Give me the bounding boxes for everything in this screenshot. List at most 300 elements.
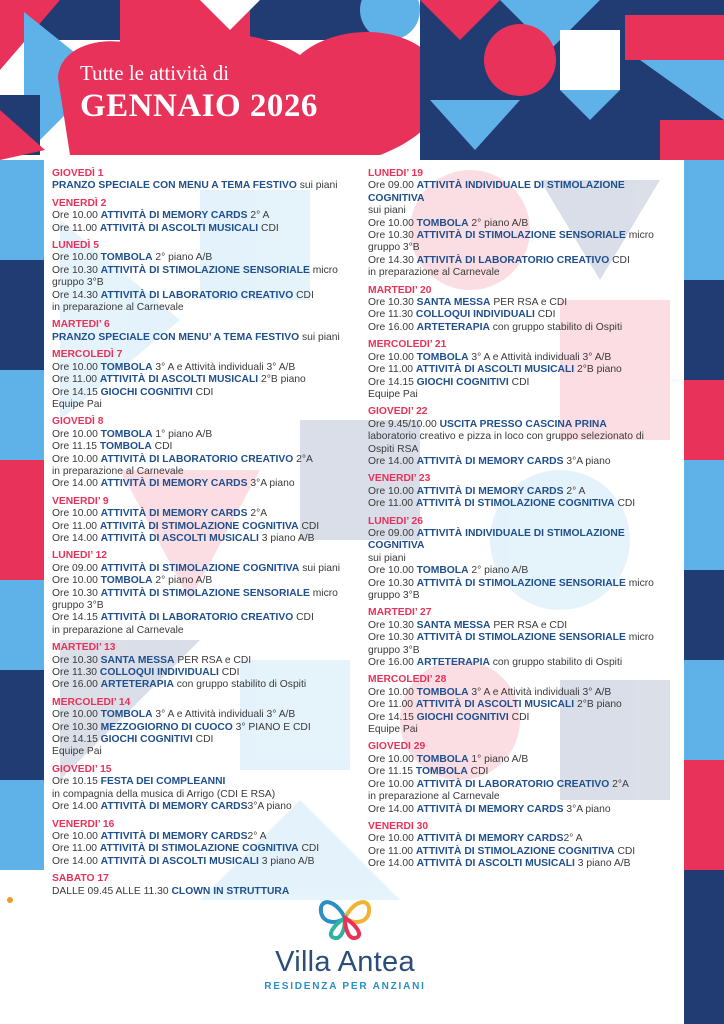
activity-name: ATTIVITÀ DI STIMOLAZIONE COGNITIVA	[99, 843, 299, 855]
activity-line	[368, 322, 658, 334]
activity-line	[52, 265, 364, 290]
activity-detail: micro gruppo 3°B	[368, 577, 654, 601]
activity-name: ATTIVITÀ DI ASCOLTI MUSICALI	[100, 855, 259, 867]
activity-detail: Ore 14.00	[52, 532, 101, 544]
activity-detail: 2° A	[247, 210, 270, 222]
activity-detail: 2° A	[563, 485, 586, 497]
day-block	[52, 168, 364, 193]
activity-line	[368, 565, 658, 577]
activity-name: TOMBOLA	[416, 753, 469, 765]
activity-line	[368, 297, 658, 309]
activity-line	[368, 419, 658, 431]
activity-detail: con gruppo stabilito di Ospiti	[173, 679, 307, 691]
day-block	[368, 285, 658, 335]
activity-detail: Ore 10.30	[52, 264, 101, 276]
activity-line	[368, 389, 658, 401]
activity-name: ATTIVITÀ DI STIMOLAZIONE SENSORIALE	[416, 632, 626, 644]
activity-detail: CDI	[609, 254, 630, 266]
activity-detail: 3°A piano	[563, 455, 611, 467]
activity-detail: Ore 10.00	[368, 351, 417, 363]
activity-line	[368, 804, 658, 816]
activity-line	[52, 508, 364, 520]
activity-name: TOMBOLA	[100, 428, 153, 440]
day-block	[52, 642, 364, 692]
activity-detail: Ore 10.00	[368, 833, 417, 845]
activity-name: TOMBOLA	[416, 217, 469, 229]
activity-detail: Equipe Pai	[52, 398, 102, 410]
day-block	[368, 821, 658, 871]
activity-name: ATTIVITÀ DI ASCOLTI MUSICALI	[415, 699, 575, 711]
activity-detail: 1° piano A/B	[468, 753, 529, 765]
activity-name: USCITA PRESSO CASCINA PRINA	[439, 418, 607, 430]
activity-detail: con gruppo stabilito di Ospiti	[489, 657, 623, 669]
activity-line	[368, 620, 658, 632]
activity-detail: CDI	[192, 734, 214, 746]
day-block	[368, 516, 658, 603]
activity-name: TOMBOLA	[99, 441, 152, 453]
day-title: LUNEDI’ 26	[368, 515, 423, 527]
activity-detail: Ore 14.15	[52, 612, 101, 624]
activity-line	[368, 833, 658, 845]
activity-name: ATTIVITÀ DI STIMOLAZIONE COGNITIVA	[415, 845, 615, 857]
day-block	[52, 764, 364, 814]
day-title: LUNEDI’ 19	[368, 168, 423, 179]
activity-line	[368, 364, 658, 376]
day-title: GIOVEDÌ 1	[52, 168, 104, 179]
day-block	[52, 873, 364, 898]
activity-name: ATTIVITÀ DI STIMOLAZIONE COGNITIVA	[100, 562, 300, 574]
activity-detail: Ore 11.30	[52, 667, 100, 679]
activity-name: SANTA MESSA	[100, 654, 175, 666]
activity-detail: sui piani	[299, 562, 340, 574]
activity-detail: Ore 09.00	[368, 527, 417, 539]
activity-detail: 2°B piano	[258, 374, 306, 386]
activity-detail: 3° A e Attività individuali 3° A/B	[468, 686, 612, 698]
activity-name: TOMBOLA	[100, 709, 153, 721]
activity-name: ATTIVITÀ DI STIMOLAZIONE SENSORIALE	[100, 587, 310, 599]
activity-line	[52, 575, 364, 587]
activity-detail: Ore 10.00	[52, 508, 101, 520]
activity-name: ATTIVITÀ DI MEMORY CARDS	[100, 801, 248, 813]
activity-line	[52, 789, 364, 801]
day-title: MARTEDI’ 6	[52, 319, 110, 331]
activity-detail: Ore 11.00	[368, 364, 416, 376]
activity-name: ATTIVITÀ INDIVIDUALE DI STIMOLAZIONE COGNITIVA	[368, 527, 625, 552]
activity-detail: Ore 10.00	[52, 453, 101, 465]
activity-name: ARTETERAPIA	[416, 657, 490, 669]
activity-name: MEZZOGIORNO DI CUOCO	[100, 721, 233, 733]
activity-detail: Ore 9.45/10.00	[368, 418, 440, 430]
activity-detail: Ore 09.00	[368, 180, 417, 192]
activity-name: SANTA MESSA	[416, 297, 491, 309]
activity-detail: Ore 10.00	[368, 686, 417, 698]
day-block	[52, 550, 364, 637]
day-block	[52, 198, 364, 235]
activity-detail: Ore 11.00	[52, 843, 100, 855]
activity-detail: Ore 14.00	[52, 478, 101, 490]
activity-name: ATTIVITÀ DI MEMORY CARDS	[100, 508, 248, 520]
logo-name: Villa Antea	[275, 946, 415, 978]
activity-detail: 3 piano A/B	[258, 532, 315, 544]
activity-name: GIOCHI COGNITIVI	[416, 711, 509, 723]
activity-name: ATTIVITÀ DI MEMORY CARDS	[416, 485, 564, 497]
logo-tagline: RESIDENZA PER ANZIANI	[264, 981, 426, 992]
activity-line	[52, 722, 364, 734]
activity-detail: PER RSA e CDI	[490, 619, 568, 631]
activity-name: TOMBOLA	[415, 766, 468, 778]
activity-line	[368, 431, 658, 456]
activity-name: COLLOQUI INDIVIDUALI	[415, 309, 535, 321]
activity-line	[52, 709, 364, 721]
activity-detail: Ore 10.00	[52, 830, 101, 842]
activity-detail: PER RSA e CDI	[490, 297, 568, 309]
activity-name: COLLOQUI INDIVIDUALI	[99, 667, 219, 679]
activity-line	[52, 387, 364, 399]
activity-line	[368, 267, 658, 279]
activity-detail: Ore 11.00	[368, 699, 416, 711]
activity-detail: CDI	[534, 309, 556, 321]
activity-detail: Ore 10.00	[368, 778, 417, 790]
day-title: GIOVEDI’ 22	[368, 406, 428, 418]
activity-detail: Ore 10.00	[368, 753, 417, 765]
activity-name: TOMBOLA	[416, 351, 469, 363]
activity-detail: micro gruppo 3°B	[368, 632, 654, 656]
activity-detail: CDI	[192, 386, 214, 398]
activity-detail: Ore 10.30	[368, 230, 417, 242]
activity-detail: CDI	[293, 289, 314, 301]
activity-detail: Equipe Pai	[368, 724, 418, 736]
activity-line	[52, 362, 364, 374]
activity-line	[368, 218, 658, 230]
activity-detail: sui piani	[368, 205, 406, 217]
activity-detail: CDI	[508, 711, 530, 723]
day-block	[52, 349, 364, 411]
activity-name: ATTIVITÀ DI ASCOLTI MUSICALI	[99, 222, 259, 234]
day-title: VENERDI’ 16	[52, 818, 115, 830]
activity-detail: Ore 10.30	[52, 654, 101, 666]
activity-name: GIOCHI COGNITIVI	[416, 376, 509, 388]
day-title: LUNEDÌ 5	[52, 240, 99, 252]
activity-detail: Ore 10.30	[368, 632, 417, 644]
activity-line	[52, 667, 364, 679]
activity-name: ATTIVITÀ DI ASCOLTI MUSICALI	[100, 532, 259, 544]
activity-name: ATTIVITÀ DI LABORATORIO CREATIVO	[100, 289, 294, 301]
activity-detail: CDI	[151, 441, 173, 453]
activity-detail: in compagnia della musica di Arrigo (CDI E RSA)	[52, 788, 276, 800]
activity-line	[52, 290, 364, 302]
activity-line	[52, 441, 364, 453]
activity-detail: micro gruppo 3°B	[52, 264, 338, 289]
activity-line	[368, 377, 658, 389]
day-block	[52, 697, 364, 759]
activity-line	[52, 302, 364, 314]
activity-line	[368, 352, 658, 364]
day-title: VENERDI’ 9	[52, 495, 109, 507]
activity-detail: 3 piano A/B	[258, 855, 315, 867]
activity-name: GIOCHI COGNITIVI	[100, 386, 193, 398]
activity-detail: Ore 10.00	[368, 565, 417, 577]
activity-detail: in preparazione al Carnevale	[52, 624, 184, 636]
day-title: MERCOLEDI’ 28	[368, 674, 447, 686]
activity-detail: sui piani	[296, 180, 338, 192]
activity-detail: CDI	[614, 845, 636, 857]
activity-line	[368, 846, 658, 858]
activity-detail: Ore 10.00	[52, 575, 101, 587]
activity-detail: CDI	[298, 843, 320, 855]
activity-line	[368, 528, 658, 553]
activity-detail: Ore 14.15	[368, 376, 417, 388]
day-title: VENERDÌ 2	[52, 197, 107, 209]
activity-detail: micro gruppo 3°B	[368, 230, 654, 254]
activity-line	[368, 578, 658, 603]
activity-detail: 3° A e Attività individuali 3° A/B	[468, 351, 612, 363]
activity-detail: 3°A piano	[563, 803, 611, 815]
activity-line	[52, 223, 364, 235]
day-block	[52, 416, 364, 490]
activity-line	[368, 230, 658, 255]
activity-detail: CDI	[258, 222, 279, 234]
activity-line	[368, 712, 658, 724]
activity-line	[368, 486, 658, 498]
activity-detail: Ore 11.00	[52, 222, 100, 234]
activity-detail: in preparazione al Carnevale	[368, 267, 500, 279]
activity-detail: 2°A	[247, 508, 268, 520]
activity-detail: in preparazione al Carnevale	[52, 465, 184, 477]
activity-detail: Ore 10.30	[52, 721, 101, 733]
activity-detail: 3 piano A/B	[574, 858, 631, 870]
day-title: VENERDI 30	[368, 820, 429, 832]
activity-line	[52, 180, 364, 192]
activity-detail: 1° piano A/B	[152, 428, 213, 440]
villa-antea-logo	[250, 896, 440, 1006]
activity-name: TOMBOLA	[416, 565, 469, 577]
day-block	[52, 496, 364, 546]
activity-line	[368, 779, 658, 791]
day-block	[368, 406, 658, 468]
activity-name: TOMBOLA	[100, 252, 153, 264]
activity-line	[52, 252, 364, 264]
activity-detail: Ore 14.00	[368, 803, 417, 815]
header-subtitle: Tutte le attività di	[80, 61, 230, 85]
activity-detail: sui piani	[368, 552, 406, 564]
activity-name: ATTIVITÀ DI STIMOLAZIONE SENSORIALE	[416, 230, 626, 242]
activity-line	[52, 801, 364, 813]
activity-detail: CDI	[467, 766, 489, 778]
activity-line	[52, 856, 364, 868]
activity-detail: 2°B piano	[574, 364, 622, 376]
day-title: GIOVEDÌ 8	[52, 416, 104, 428]
activity-detail: 3° PIANO E CDI	[232, 721, 311, 733]
activity-line	[52, 843, 364, 855]
activity-detail: laboratorio creativo e pizza in loco con gruppo selezionato di Ospiti RSA	[368, 431, 644, 455]
activity-line	[52, 776, 364, 788]
activity-name: ATTIVITÀ DI MEMORY CARDS	[100, 478, 248, 490]
activity-detail: 2° piano A/B	[468, 565, 529, 577]
activity-detail: Ore 10.00	[368, 217, 417, 229]
activity-detail: CDI	[293, 612, 314, 624]
activity-detail: Equipe Pai	[52, 746, 102, 758]
activity-detail: Ore 16.00	[52, 679, 101, 691]
day-block	[368, 607, 658, 669]
activity-detail: Ore 14.15	[368, 711, 417, 723]
day-title: SABATO 17	[52, 873, 109, 885]
activity-name: ATTIVITÀ DI ASCOLTI MUSICALI	[99, 374, 259, 386]
activity-line	[368, 309, 658, 321]
day-title: VENERDI’ 23	[368, 473, 431, 485]
day-block	[368, 473, 658, 510]
day-title: MERCOLEDI’ 14	[52, 696, 131, 708]
activity-line	[52, 466, 364, 478]
header-title	[80, 60, 318, 126]
day-title: MERCOLEDÌ 7	[52, 349, 123, 361]
day-title: MARTEDI’ 27	[368, 607, 432, 619]
activity-detail: PER RSA e CDI	[174, 654, 252, 666]
activity-detail: Ore 10.00	[52, 210, 101, 222]
activity-detail: CDI	[218, 667, 240, 679]
activity-detail: 3°A piano	[247, 801, 292, 813]
activity-line	[368, 699, 658, 711]
activity-line	[368, 766, 658, 778]
activity-name: ATTIVITÀ DI ASCOLTI MUSICALI	[416, 858, 575, 870]
butterfly-icon	[315, 896, 375, 940]
activity-line	[52, 533, 364, 545]
activity-line	[368, 858, 658, 870]
activity-name: ATTIVITÀ DI LABORATORIO CREATIVO	[100, 612, 294, 624]
activity-detail: Ore 10.30	[368, 577, 417, 589]
activity-detail: 2° piano A/B	[152, 575, 213, 587]
activity-detail: Ore 10.15	[52, 776, 101, 788]
activity-name: ATTIVITÀ DI MEMORY CARDS	[416, 833, 564, 845]
day-block	[368, 339, 658, 401]
activity-detail: Ore 10.30	[368, 619, 417, 631]
activity-detail: Ore 11.00	[52, 374, 100, 386]
activity-line	[52, 399, 364, 411]
activity-line	[52, 374, 364, 386]
day-block	[368, 168, 658, 280]
activity-detail: Ore 11.00	[368, 845, 416, 857]
activity-detail: in preparazione al Carnevale	[368, 791, 500, 803]
activity-detail: 2° piano A/B	[152, 252, 213, 264]
activity-detail: Ore 11.00	[368, 498, 416, 510]
activity-name: TOMBOLA	[100, 575, 153, 587]
day-title: GIOVEDI 29	[368, 741, 426, 753]
activity-detail: CDI	[614, 498, 636, 510]
activity-line	[368, 456, 658, 468]
activity-line	[52, 454, 364, 466]
activity-detail: 3°A piano	[247, 478, 295, 490]
activity-detail: CDI	[298, 520, 320, 532]
activity-detail: 2° A	[247, 830, 267, 842]
activity-line	[368, 687, 658, 699]
activity-detail: in preparazione al Carnevale	[52, 302, 184, 314]
activity-name: ATTIVITÀ DI MEMORY CARDS	[416, 455, 564, 467]
activity-line	[368, 754, 658, 766]
schedule-right-column	[368, 168, 658, 876]
activity-detail: Ore 16.00	[368, 657, 417, 669]
activity-line	[368, 180, 658, 205]
activity-name: ARTETERAPIA	[100, 679, 174, 691]
activity-line	[52, 563, 364, 575]
activity-line	[52, 625, 364, 637]
day-title: GIOVEDI’ 15	[52, 763, 112, 775]
activity-name: ATTIVITÀ DI MEMORY CARDS	[100, 830, 248, 842]
activity-name: TOMBOLA	[416, 686, 469, 698]
day-block	[52, 819, 364, 869]
day-title: MARTEDI’ 13	[52, 642, 116, 654]
activity-line	[52, 478, 364, 490]
activity-line	[368, 632, 658, 657]
day-block	[368, 674, 658, 736]
activity-detail: DALLE 09.45 ALLE 11.30	[52, 885, 172, 897]
activity-line	[52, 679, 364, 691]
activity-name: ATTIVITÀ DI LABORATORIO CREATIVO	[416, 778, 610, 790]
activity-detail: 2°A	[609, 778, 629, 790]
activity-detail: Ore 10.00	[368, 485, 417, 497]
activity-detail: sui piani	[299, 331, 340, 343]
activity-detail: con gruppo stabilito di Ospiti	[489, 321, 623, 333]
header-month: GENNAIO 2026	[80, 88, 318, 124]
activity-detail: Ore 14.15	[52, 734, 101, 746]
schedule-left-column	[52, 168, 364, 903]
activity-name: ATTIVITÀ INDIVIDUALE DI STIMOLAZIONE COGNITIVA	[368, 180, 625, 204]
activity-detail: Ore 10.00	[52, 428, 101, 440]
activity-name: SANTA MESSA	[416, 619, 491, 631]
activity-line	[52, 734, 364, 746]
activity-line	[52, 831, 364, 843]
activity-line	[368, 553, 658, 565]
activity-line	[368, 724, 658, 736]
activity-detail: Ore 14.00	[52, 801, 101, 813]
activity-detail: Ore 14.30	[368, 254, 417, 266]
activity-name: ATTIVITÀ DI MEMORY CARDS	[416, 803, 564, 815]
activity-detail: Ore 14.00	[52, 855, 101, 867]
activity-detail: 2° piano A/B	[468, 217, 529, 229]
activity-name: PRANZO SPECIALE CON MENU A TEMA FESTIVO	[52, 180, 297, 192]
activity-detail: Ore 14.30	[52, 289, 101, 301]
activity-name: ATTIVITÀ DI MEMORY CARDS	[100, 210, 248, 222]
activity-line	[368, 791, 658, 803]
activity-detail: Ore 09.00	[52, 562, 101, 574]
activity-detail: 2° A	[563, 833, 583, 845]
day-block	[52, 319, 364, 344]
activity-detail: 2°A	[293, 453, 313, 465]
activity-detail: Ore 11.15	[368, 766, 416, 778]
activity-line	[368, 657, 658, 669]
activity-line	[52, 429, 364, 441]
day-title: MARTEDI’ 20	[368, 284, 432, 296]
activity-detail: CDI	[508, 376, 530, 388]
activity-detail: Equipe Pai	[368, 388, 418, 400]
activity-detail: Ore 10.00	[52, 252, 101, 264]
activity-detail: Ore 11.00	[52, 520, 100, 532]
activity-name: ATTIVITÀ DI LABORATORIO CREATIVO	[416, 254, 610, 266]
day-title: MERCOLEDI’ 21	[368, 339, 447, 351]
activity-name: CLOWN IN STRUTTURA	[171, 885, 290, 897]
activity-detail: Ore 16.00	[368, 321, 417, 333]
activity-detail: 2°B piano	[574, 699, 622, 711]
activity-name: TOMBOLA	[100, 361, 153, 373]
activity-line	[52, 332, 364, 344]
activity-name: ATTIVITÀ DI STIMOLAZIONE COGNITIVA	[99, 520, 299, 532]
activity-name: ATTIVITÀ DI STIMOLAZIONE COGNITIVA	[415, 498, 615, 510]
activity-name: ATTIVITÀ DI STIMOLAZIONE SENSORIALE	[100, 264, 310, 276]
activity-detail: Ore 10.30	[52, 587, 101, 599]
activity-name: ARTETERAPIA	[416, 321, 490, 333]
activity-detail: 3° A e Attività individuali 3° A/B	[152, 709, 296, 721]
activity-name: ATTIVITÀ DI LABORATORIO CREATIVO	[100, 453, 294, 465]
activity-name: ATTIVITÀ DI STIMOLAZIONE SENSORIALE	[416, 577, 626, 589]
activity-detail: Ore 10.00	[52, 709, 101, 721]
